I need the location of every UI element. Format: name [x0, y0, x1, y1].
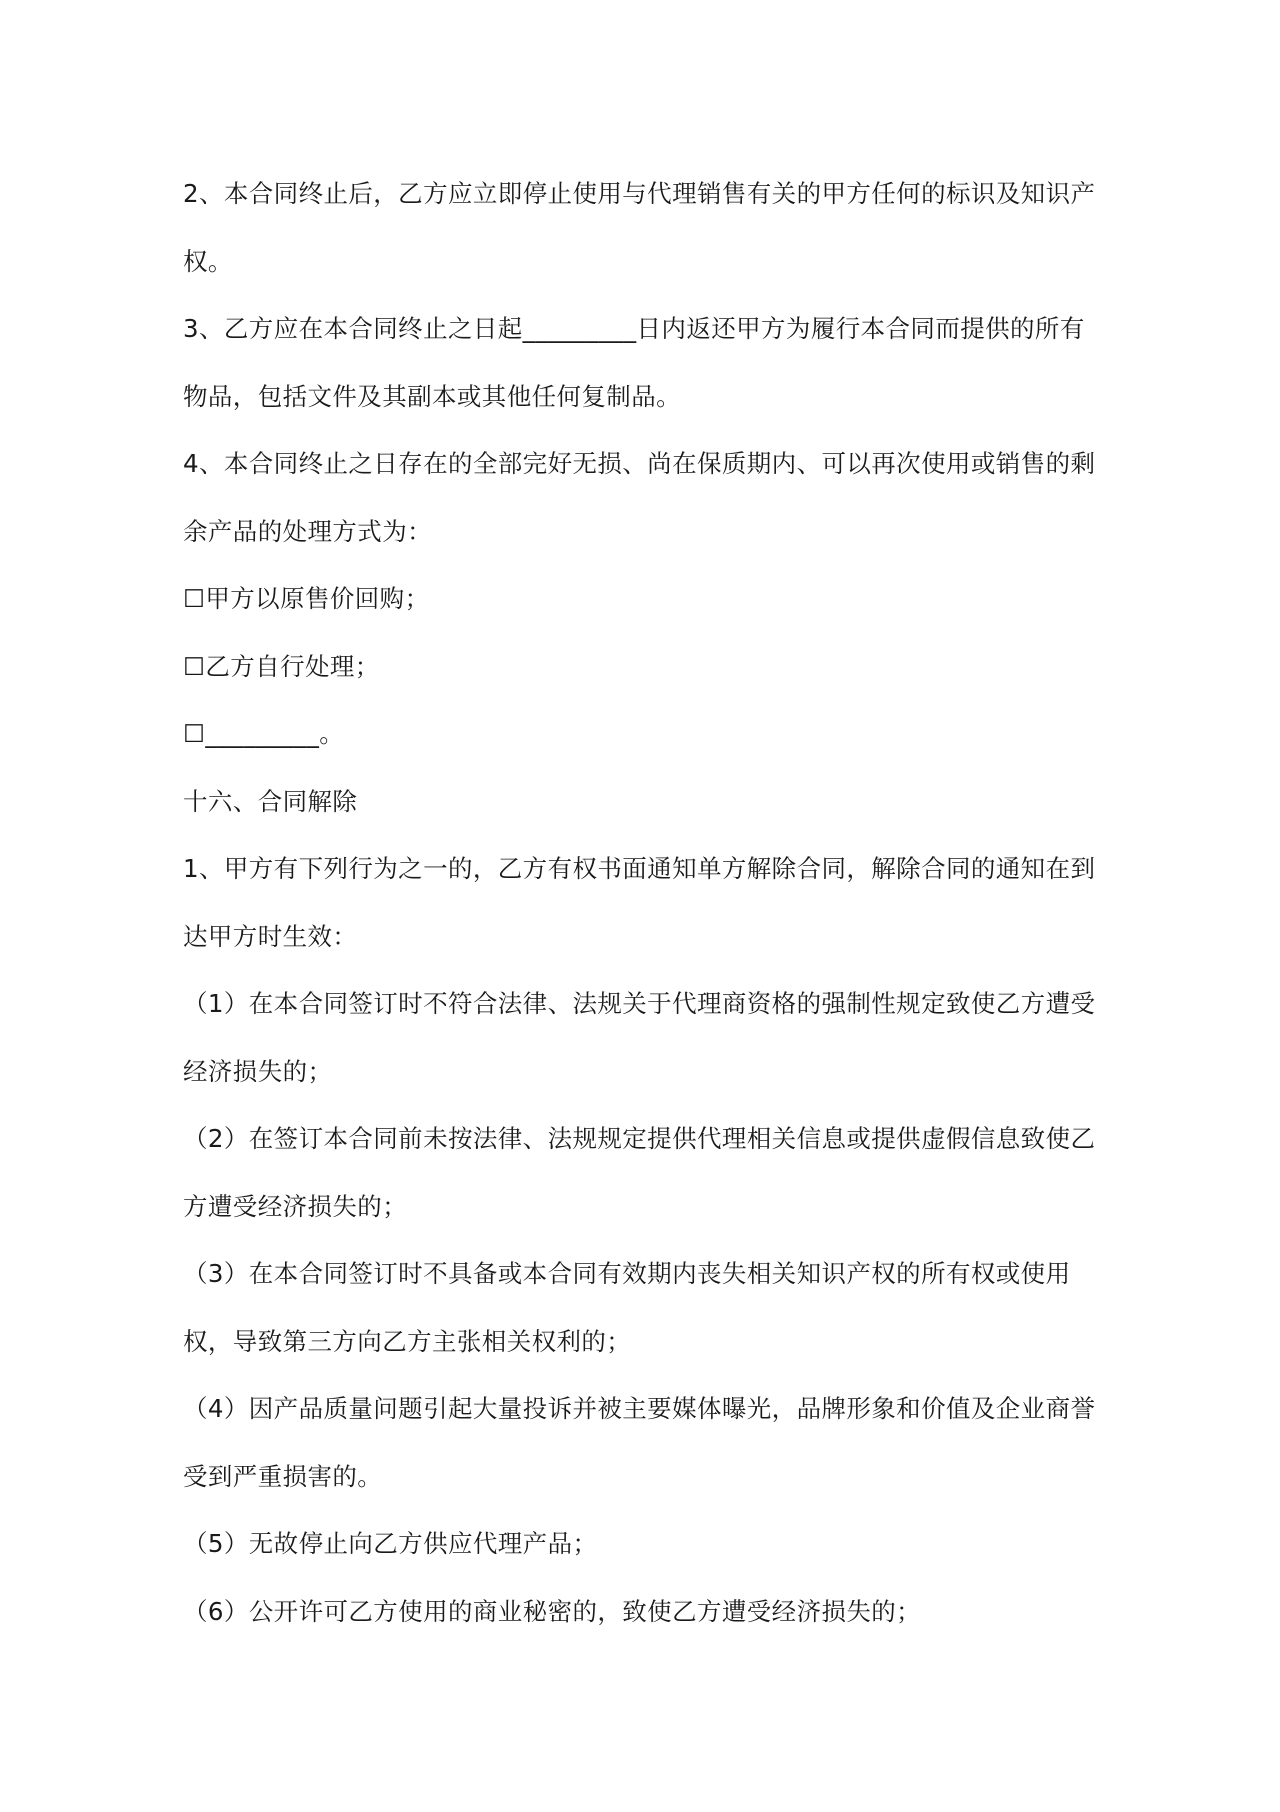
- checkbox-option-buyback: ☐甲方以原售价回购；: [183, 584, 430, 613]
- paragraph-rescission-1: 1、甲方有下列行为之一的，乙方有权书面通知单方解除合同，解除合同的通知在到达甲方时生效：: [183, 854, 1096, 951]
- list-item-2: （2）在签订本合同前未按法律、法规规定提供代理相关信息或提供虚假信息致使乙方遭受经济损失的；: [183, 1124, 1096, 1221]
- contract-text-body: [183, 160, 1103, 1645]
- section-heading-termination: 十六、合同解除: [183, 786, 358, 816]
- checkbox-option-other: ☐_________。: [183, 719, 345, 748]
- paragraph-termination-2: 2、本合同终止后，乙方应立即停止使用与代理销售有关的甲方任何的标识及知识产权。: [183, 179, 1096, 276]
- checkbox-option-self-handle: ☐乙方自行处理；: [183, 651, 380, 681]
- list-item-3: （3）在本合同签订时不具备或本合同有效期内丧失相关知识产权的所有权或使用权，导致第三方向乙方主张相关权利的；: [183, 1259, 1071, 1356]
- paragraph-termination-4: 4、本合同终止之日存在的全部完好无损、尚在保质期内、可以再次使用或销售的剩余产品的处理方式为：: [183, 449, 1096, 546]
- list-item-6: （6）公开许可乙方使用的商业秘密的，致使乙方遭受经济损失的；: [183, 1596, 922, 1626]
- list-item-1: （1）在本合同签订时不符合法律、法规关于代理商资格的强制性规定致使乙方遭受经济损失的；: [183, 989, 1096, 1086]
- list-item-4: （4）因产品质量问题引起大量投诉并被主要媒体曝光，品牌形象和价值及企业商誉受到严重损害的。: [183, 1394, 1096, 1491]
- list-item-5: （5）无故停止向乙方供应代理产品；: [183, 1529, 598, 1558]
- paragraph-termination-3: 3、乙方应在本合同终止之日起_________日内返还甲方为履行本合同而提供的所有物品，包括文件及其副本或其他任何复制品。: [183, 314, 1085, 411]
